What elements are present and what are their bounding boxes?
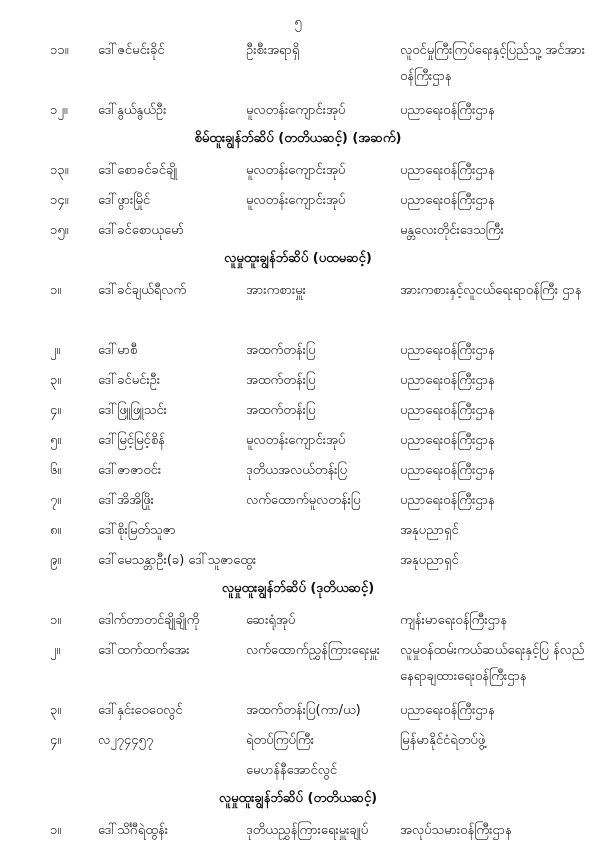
item-number: ၁။ (50, 613, 62, 628)
person-position: လက်ထောက်ညွှန်ကြားရေးမှူး (246, 643, 380, 658)
person-name: ဒေါ်နွယ်နွယ်ဦး (98, 103, 167, 118)
item-number: ၃။ (50, 373, 62, 388)
person-name: ဒေါ်ခင်စောယုမော် (98, 223, 184, 238)
person-position: ဆေးရုံအုပ် (246, 613, 296, 628)
person-department: အနုပညာရှင် (400, 553, 459, 568)
person-name: ဒေါ်ဖြူဖြူသင်း (98, 403, 167, 418)
list-item (0, 424, 596, 454)
item-number: ၁။ (50, 283, 62, 298)
list-item (0, 454, 596, 484)
person-name: ဒေါ်စိုးမြတ်သူဇာ (98, 523, 176, 538)
person-position: မူလတန်းကျောင်းအုပ် (246, 163, 346, 178)
person-position: အထက်တန်းပြ (246, 403, 316, 418)
section-heading: စိမ်ထူးချွန်ဘ်ဆိပ် (တတိယဆင့်) (အဆက်) (194, 131, 402, 146)
list-item (0, 544, 596, 574)
item-number: ၄။ (50, 733, 62, 748)
item-number: ၁၅။ (50, 223, 69, 238)
person-name: ဒေါ်ခင်မင်းဦး (98, 373, 161, 388)
section-heading: လူမှုထူးချွန်ဘ်ဆိပ် (ပထမဆင့်) (224, 251, 372, 266)
list-item (0, 484, 596, 514)
list-item (0, 274, 596, 334)
person-position: မူလတန်းကျောင်းအုပ် (246, 193, 346, 208)
person-position: အထက်တန်းပြ(ကာ/ယ) (246, 703, 361, 718)
person-department: ပညာရေးဝန်ကြီးဌာန (400, 463, 495, 478)
person-name: လ၂၇၄၄၅၇ (98, 733, 154, 748)
item-number: ၃။ (50, 703, 62, 718)
person-department: အနုပညာရှင် (400, 523, 459, 538)
item-number: ၁၁။ (50, 43, 69, 58)
item-number: ၁၄။ (50, 193, 69, 208)
person-department: ပညာရေးဝန်ကြီးဌာန (400, 703, 495, 718)
person-name: ဒေါက်တာတင်ချိုချိုကို (98, 613, 200, 628)
person-name: ဒေါ်နှင်းဝေဝေလွင် (98, 703, 183, 718)
list-item (0, 394, 596, 424)
person-name: ဒေါ်စောခင်ခင်ချို (98, 163, 178, 178)
person-position: မူလတန်းကျောင်းအုပ် (246, 103, 346, 118)
person-department: ပညာရေးဝန်ကြီးဌာန (400, 103, 495, 118)
person-position: ရဲတပ်ကြပ်ကြီး (246, 733, 315, 748)
person-position: ဦးစီးအရာရှိ (246, 43, 300, 58)
person-position: မူလတန်းကျောင်းအုပ် (246, 433, 346, 448)
list-item (0, 694, 596, 724)
person-name: ဒေါ်မေသန္တာဦး(ခ) ဒေါ်သူဇာထွေး (98, 553, 257, 568)
person-department: အားကစားနှင့်လူငယ်ရေးရာဝန်ကြီး ဌာန (400, 283, 582, 298)
list-item (0, 514, 596, 544)
person-name: ဒေါ်သိင်္ဂီရဲထွန်း (98, 823, 168, 838)
list-item (0, 754, 596, 784)
person-name: ဒေါ်ဖွားမြိုင် (98, 193, 151, 208)
list-item (0, 34, 596, 94)
item-number: ၂။ (50, 343, 61, 358)
person-department: ပညာရေးဝန်ကြီးဌာန (400, 373, 495, 388)
person-department: ကျန်းမာရေးဝန်ကြီးဌာန (400, 613, 507, 628)
list-item (0, 724, 596, 754)
person-department: လူဝင်မှုကြီးကြပ်ရေးနှင့်ပြည်သူ့ အင်အားဝန်ကြီးဌာန (400, 43, 585, 84)
person-department: မြန်မာနိုင်ငံရဲတပ်ဖွဲ့ (400, 733, 486, 748)
person-name: ဒေါ်မာစီ (98, 343, 138, 358)
person-department: ပညာရေးဝန်ကြီးဌာန (400, 193, 495, 208)
item-number: ၄။ (50, 403, 62, 418)
list-item (0, 604, 596, 634)
person-name: ဒေါ်အိအိဖြိုး (98, 493, 154, 508)
person-department: ပညာရေးဝန်ကြီးဌာန (400, 433, 495, 448)
person-position: အထက်တန်းပြ (246, 343, 316, 358)
person-department: ပညာရေးဝန်ကြီးဌာန (400, 343, 495, 358)
list-item (0, 184, 596, 214)
person-name: ဒေါ်ထက်ထက်အေး (98, 643, 190, 658)
person-department: မန္တလေးတိုင်းဒေသကြီး (400, 223, 504, 238)
list-item (0, 154, 596, 184)
person-name: ဒေါ်ခင်ချယ်ရီလက် (98, 283, 187, 298)
item-number: ၅။ (50, 433, 62, 448)
person-name: ဒေါ်ဇာဇာဝင်း (98, 463, 162, 478)
list-item (0, 364, 596, 394)
item-number: ၁၂။ (50, 103, 68, 118)
list-item (0, 334, 596, 364)
person-position: အားကစားမှူး (246, 283, 306, 298)
item-number: ၁။ (50, 823, 62, 838)
person-name: ဒေါ်ဇင်မင်းခိုင် (98, 43, 165, 58)
item-number: ၁၃။ (50, 163, 69, 178)
person-position: မေဟန်နီအောင်လွင် (246, 763, 338, 778)
section-heading: လူမှုထူးချွန်ဘ်ဆိပ် (တတိယဆင့်) (218, 791, 378, 806)
item-number: ၆။ (50, 463, 62, 478)
list-item (0, 214, 596, 244)
person-name: ဒေါ်မြင့်မြင့်စိန် (98, 433, 165, 448)
person-department: ပညာရေးဝန်ကြီးဌာန (400, 493, 495, 508)
person-position: ဒုတိယညွှန်ကြားရေးမှူးချုပ် (246, 823, 369, 838)
person-department: လူမှုဝန်ထမ်းကယ်ဆယ်ရေးနှင့်ပြ န်လည်နေရာချထားရေးဝန်ကြီးဌာန (400, 643, 585, 684)
person-position: လက်ထောက်မူလတန်းပြ (246, 493, 361, 508)
item-number: ၇။ (50, 493, 62, 508)
list-item (0, 94, 596, 124)
person-position: ဒုတိယအလယ်တန်းပြ (246, 463, 348, 478)
page-number: ၅ (294, 15, 302, 30)
person-department: ပညာရေးဝန်ကြီးဌာန (400, 403, 495, 418)
list-item (0, 814, 596, 844)
person-department: အလုပ်သမားဝန်ကြီးဌာန (400, 823, 512, 838)
list-item (0, 634, 596, 694)
item-number: ၉။ (50, 553, 62, 568)
section-heading: လူမှုထူးချွန်ဘ်ဆိပ် (ဒုတိယဆင့်) (221, 581, 375, 596)
person-position: အထက်တန်းပြ (246, 373, 316, 388)
item-number: ၂။ (50, 643, 61, 658)
item-number: ၈။ (50, 523, 62, 538)
award-list (0, 34, 596, 844)
person-department: ပညာရေးဝန်ကြီးဌာန (400, 163, 495, 178)
